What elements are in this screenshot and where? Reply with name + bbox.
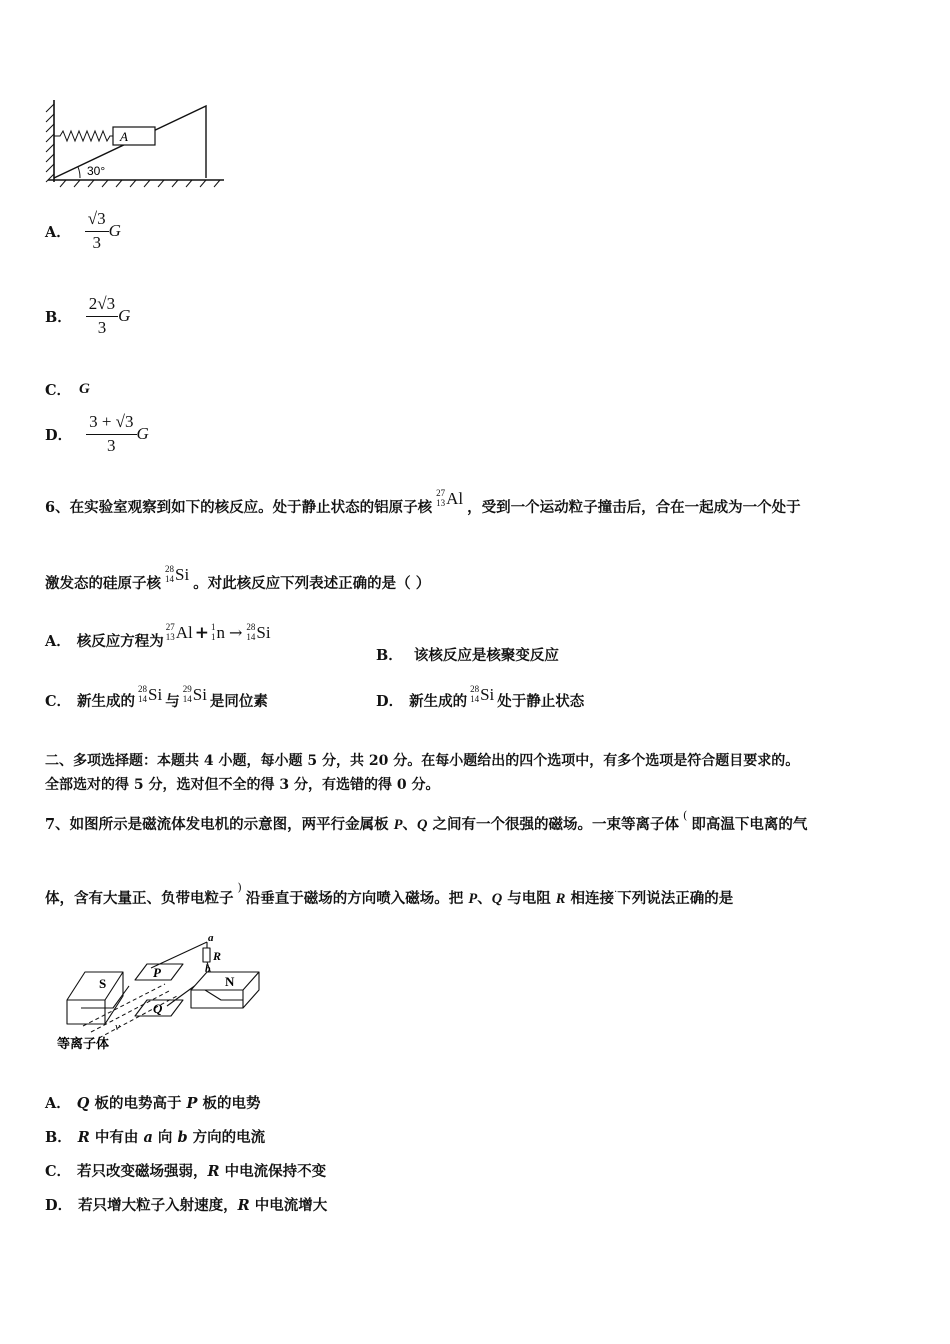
point-b-label: b (205, 963, 211, 975)
option-label: C． (45, 1163, 72, 1180)
section2-heading-line2: 全部选对的得 5 分，选对但不全的得 3 分，有选错的得 0 分。 (45, 777, 440, 793)
unit-g: G (108, 221, 121, 241)
plasma-caption: 等离子体 (57, 1037, 110, 1052)
fraction (85, 210, 109, 252)
q7-option-b[interactable]: B． R 中有由 a 向 b 方向的电流 (45, 1129, 266, 1146)
magnet-n-label: N (225, 974, 235, 989)
fraction (86, 413, 136, 455)
option-label: B． (45, 1129, 72, 1146)
option-text: 是同位素 (209, 693, 268, 710)
section2-heading-line1: 二、多项选择题：本题共 4 小题，每小题 5 分，共 20 分。在每小题给出的四个选项中，有多个选项是符合题目要求的。 (45, 753, 800, 769)
incline-spring-figure (40, 96, 230, 191)
q6-text: 激发态的硅原子核 (45, 575, 161, 592)
option-label: A． (45, 1095, 71, 1112)
q5-option-c[interactable] (45, 379, 90, 400)
q5-option-d[interactable] (45, 413, 149, 455)
option-label: A． (45, 223, 71, 241)
option-text: 与 (165, 693, 180, 710)
reaction-equation: 27 13 Al + 1 1 n → 28 14 Si (165, 622, 271, 643)
option-label: A． (45, 633, 71, 650)
denominator: 3 (97, 317, 107, 337)
q7-line2: 体，含有大量正、负带电粒子)沿垂直于磁场的方向喷入磁场。把 P、Q 与电阻 R 相连接·下列说法正确的是 (45, 881, 734, 907)
q6-option-b[interactable] (376, 644, 559, 665)
option-label: B． (376, 647, 403, 664)
option-label: B． (45, 308, 72, 326)
q6-option-c[interactable] (45, 684, 268, 711)
numerator: √3 (85, 210, 109, 232)
option-text: G (79, 381, 90, 397)
q7-option-d[interactable]: D． 若只增大粒子入射速度，R 中电流增大 (45, 1197, 328, 1214)
angle-label: 30° (87, 164, 106, 178)
q7-option-a[interactable]: A． Q 板的电势高于 P 板的电势 (45, 1095, 261, 1112)
numerator: 3 + √3 (86, 413, 136, 435)
plate-q-label: Q (153, 1001, 163, 1016)
unit-g: G (136, 424, 149, 444)
nuclide-si28: 28 14 Si (470, 684, 495, 704)
mhd-generator-figure (55, 928, 285, 1056)
point-a-label: a (208, 932, 214, 944)
q6-line2 (45, 564, 431, 593)
option-text: 该核反应是核聚变反应 (413, 647, 559, 664)
option-text: 核反应方程为 (76, 633, 164, 650)
option-text: 新生成的 (77, 693, 136, 710)
denominator: 3 (107, 435, 116, 455)
option-text: 新生成的 (409, 693, 468, 710)
q6-line1 (45, 488, 801, 517)
fraction (86, 295, 118, 337)
numerator: 2√3 (86, 295, 118, 317)
q6-option-a[interactable] (45, 622, 271, 651)
option-label: D． (45, 1197, 73, 1214)
unit-g: G (118, 306, 131, 326)
block-a-label: A (120, 129, 128, 144)
option-label: C． (45, 382, 72, 399)
q6-option-d[interactable] (376, 684, 585, 711)
option-label: D． (45, 426, 73, 444)
q6-text: 6、在实验室观察到如下的核反应。处于静止状态的铝原子核 (45, 499, 433, 516)
q7-option-c[interactable]: C． 若只改变磁场强弱，R 中电流保持不变 (45, 1163, 327, 1180)
option-text: 处于静止状态 (497, 693, 585, 710)
nuclide-si29: 29 14 Si (182, 684, 207, 704)
resistor-r-label: R (213, 949, 222, 963)
denominator: 3 (92, 232, 101, 252)
nuclide-al27: 27 13 Al (436, 488, 464, 508)
q6-text: 。对此核反应下列表述正确的是（ ） (193, 575, 431, 592)
q7-line1: 7、如图所示是磁流体发电机的示意图，两平行金属板 P、Q 之间有一个很强的磁场。一束等离子体(即高温下电离的气 (45, 809, 808, 833)
nuclide-si28: 28 14 Si (165, 564, 190, 584)
option-label: D． (376, 693, 404, 710)
plate-p-label: P (153, 965, 161, 980)
nuclide-si28: 28 14 Si (138, 684, 163, 704)
velocity-v-label: v (115, 1021, 120, 1033)
q5-option-a[interactable] (45, 210, 121, 252)
option-label: C． (45, 693, 72, 710)
q6-text: ，受到一个运动粒子撞击后，合在一起成为一个处于 (467, 499, 801, 516)
magnet-s-label: S (99, 976, 107, 991)
q5-option-b[interactable] (45, 295, 130, 337)
arrow-icon: → (229, 623, 243, 642)
